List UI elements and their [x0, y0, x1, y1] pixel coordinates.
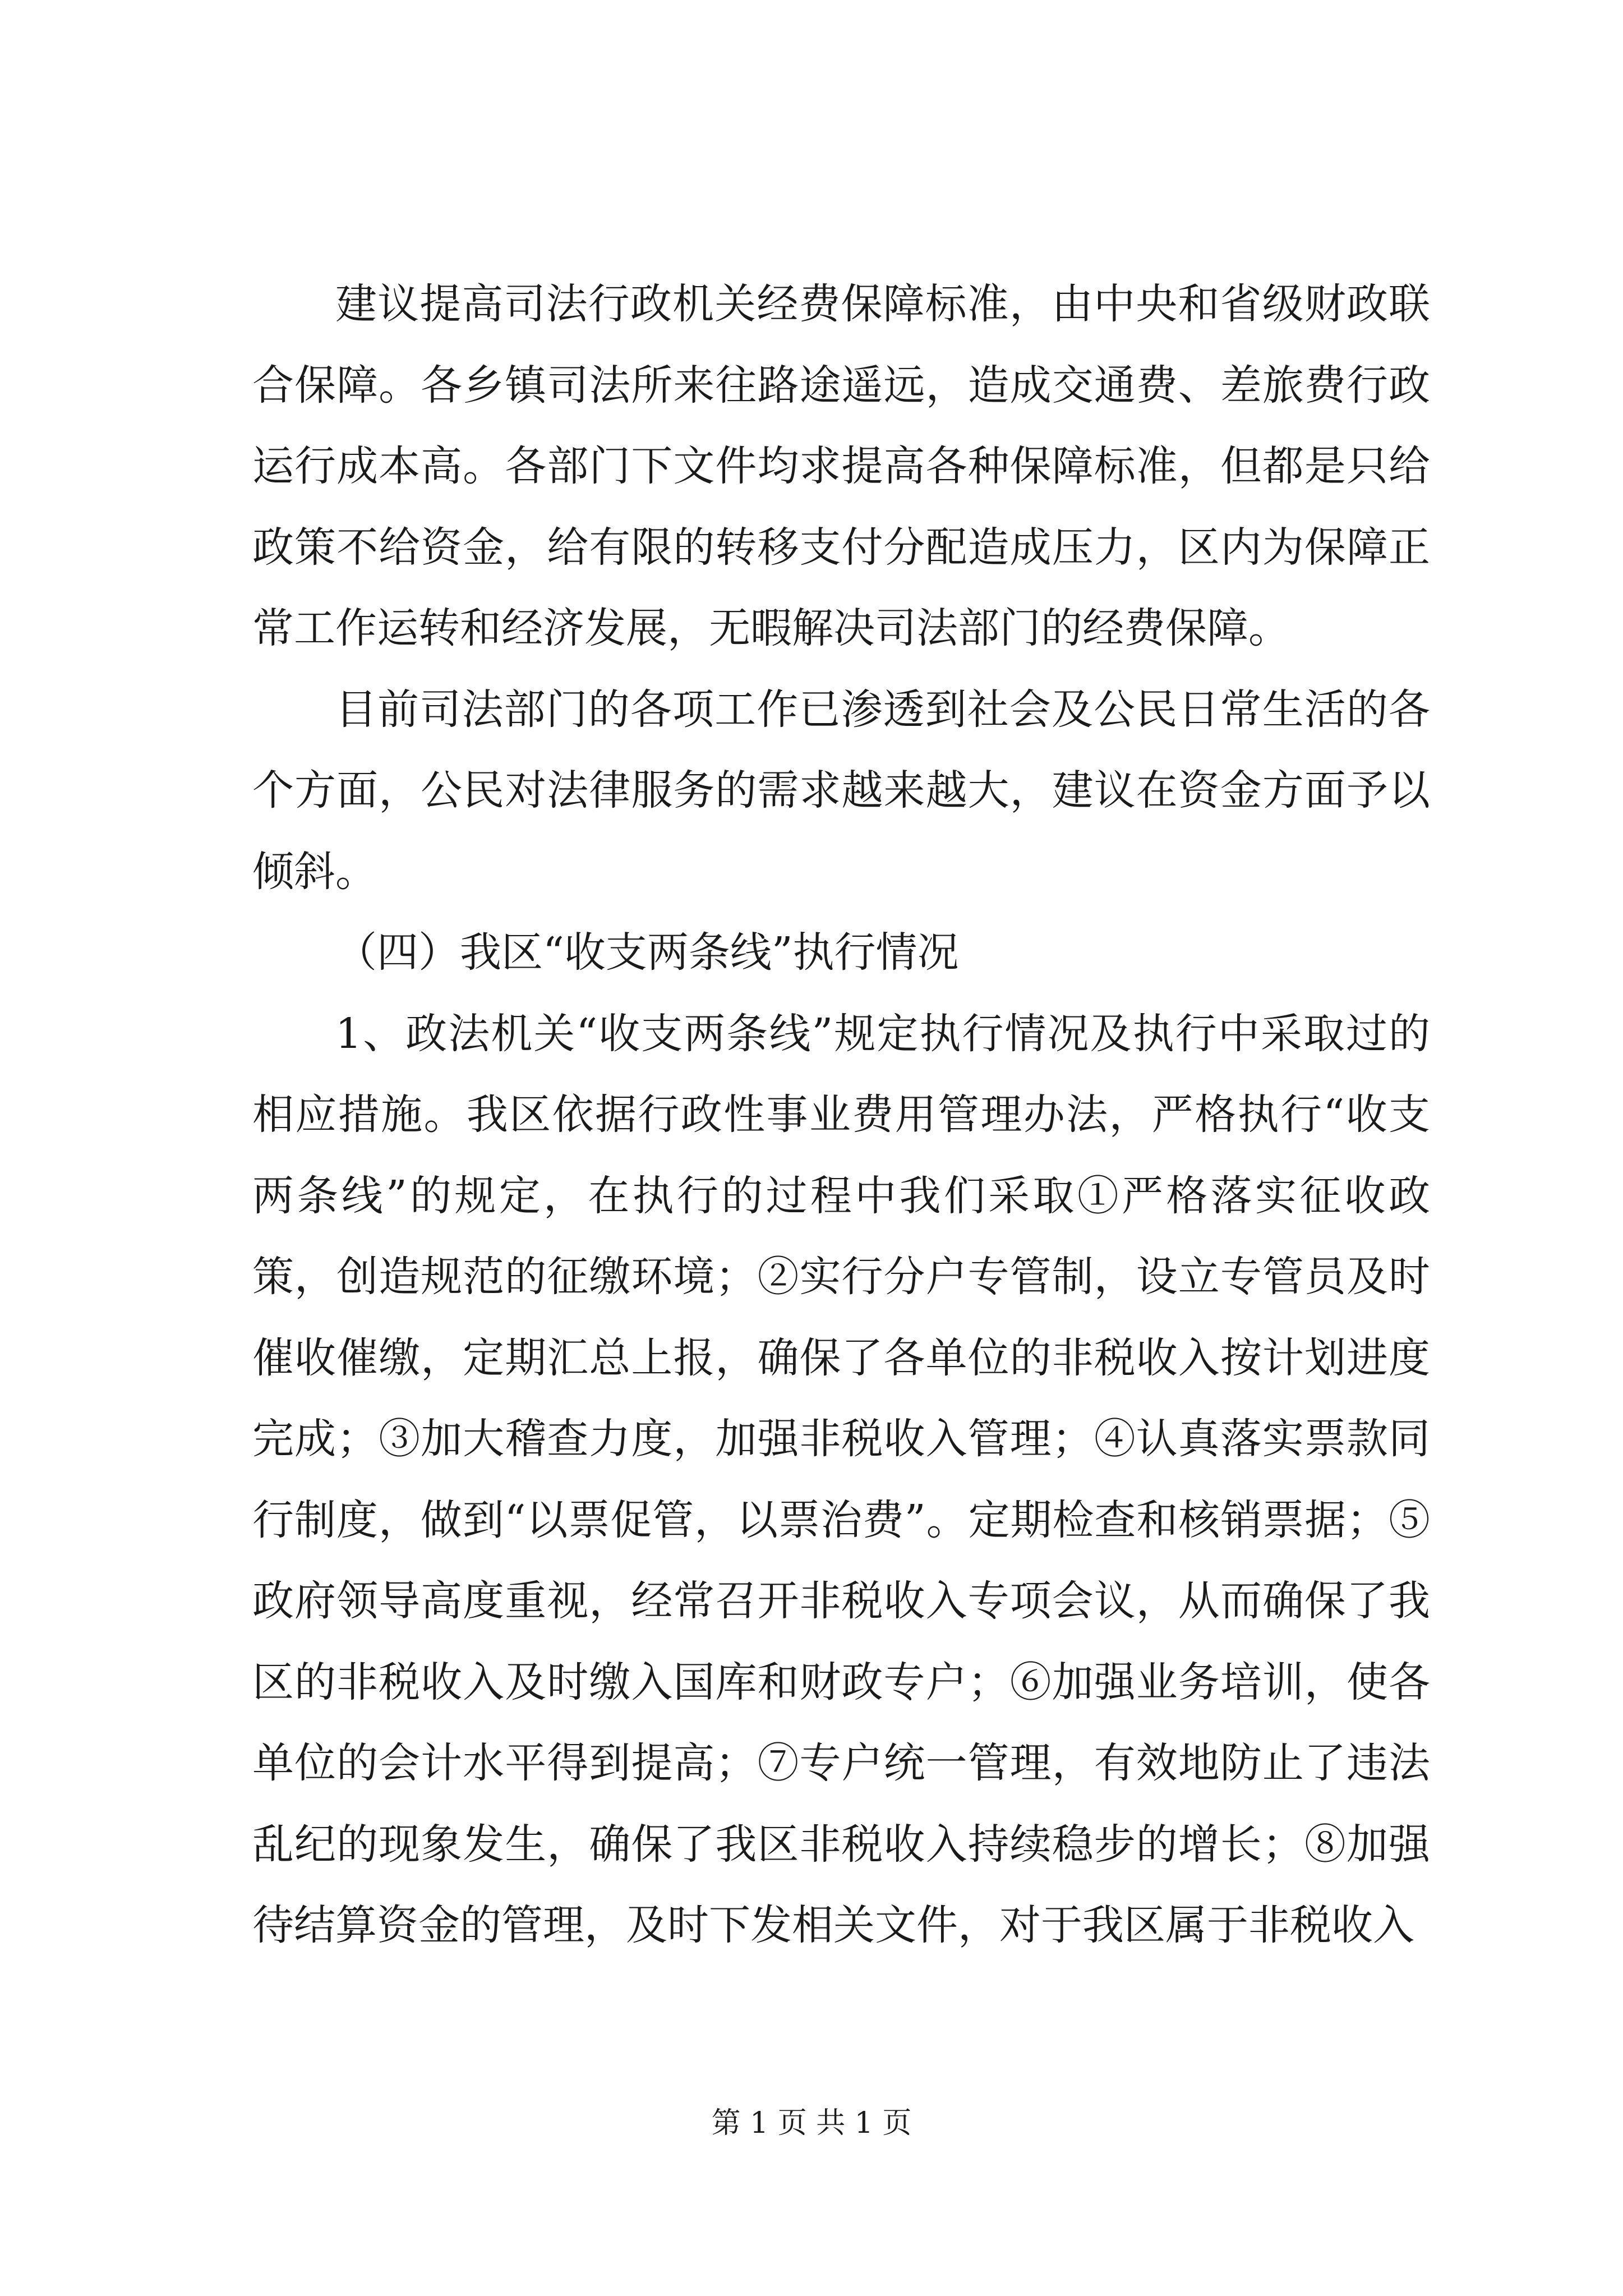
paragraph-legal-services: 目前司法部门的各项工作已渗透到社会及公民日常生活的各个方面，公民对法律服务的需求越来越大，建议在资金方面予以倾斜。 — [252, 685, 1430, 896]
section-heading-four: （四）我区“收支两条线”执行情况 — [335, 928, 959, 977]
page-footer: 第 1 页 共 1 页 — [711, 2106, 912, 2140]
document-body — [252, 264, 1430, 1966]
paragraph-implementation-measures: 1、政法机关“收支两条线”规定执行情况及执行中采取过的相应措施。我区依据行政性事业费用管理办法，严格执行“收支两条线”的规定，在执行的过程中我们采取①严格落实征收政策，创造规范的征缴环境；②实行分户专管制，设立专管员及时催收催缴，定期汇总上报，确保了各单位的非税收入按计划进度完成；③加大稽查力度，加强非税收入管理；④认真落实票款同行制度，做到“以票促管，以票治费”。定期检查和核销票据；⑤政府领导高度重视，经常召开非税收入专项会议，从而确保了我区的非税收入及时缴入国库和财政专户；⑥加强业务培训，使各单位的会计水平得到提高；⑦专户统一管理，有效地防止了违法乱纪的现象发生，确保了我区非税收入持续稳步的增长；⑧加强待结算资金的管理，及时下发相关文件，对于我区属于非税收入 — [252, 1009, 1430, 1949]
paragraph-funding-standard: 建议提高司法行政机关经费保障标准，由中央和省级财政联合保障。各乡镇司法所来往路途遥远，造成交通费、差旅费行政运行成本高。各部门下文件均求提高各种保障标准，但都是只给政策不给资金，给有限的转移支付分配造成压力，区内为保障正常工作运转和经济发展，无暇解决司法部门的经费保障。 — [252, 280, 1430, 652]
